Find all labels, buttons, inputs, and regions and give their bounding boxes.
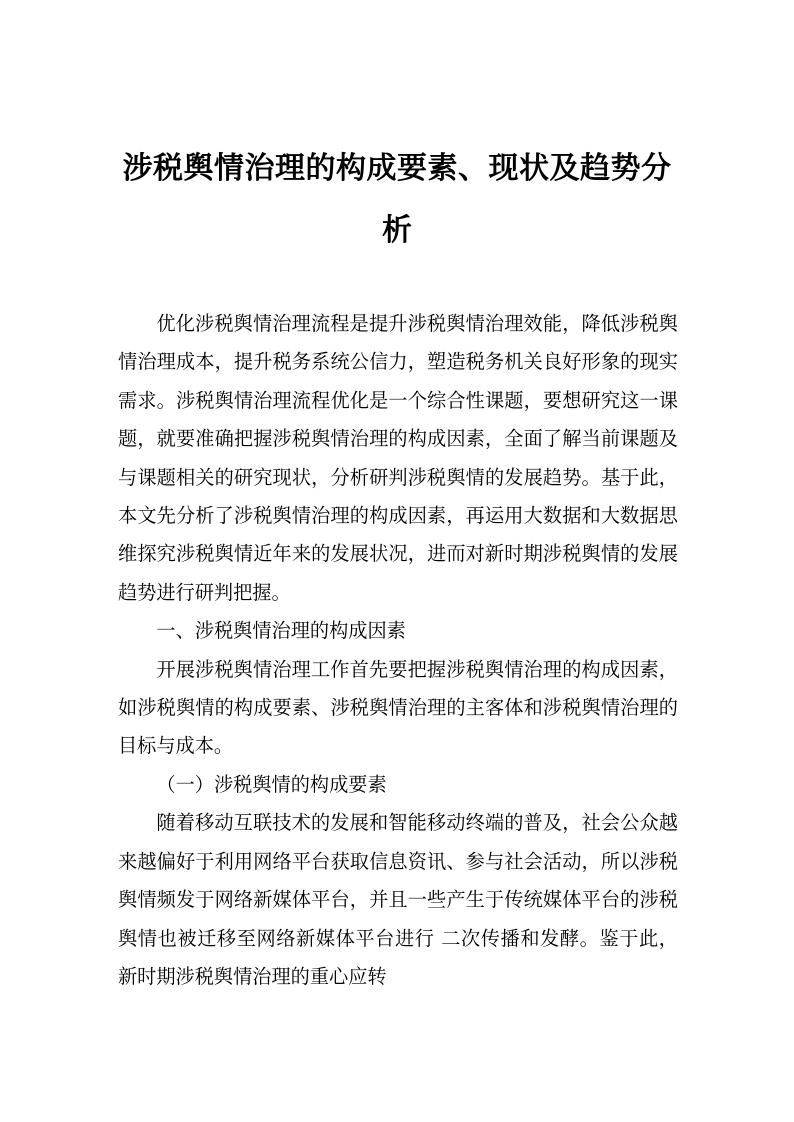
- subsection-heading-1: （一）涉税舆情的构成要素: [156, 772, 387, 796]
- document-title-line-2: 析: [382, 213, 412, 248]
- section-1-paragraph: 开展涉税舆情治理工作首先要把握涉税舆情治理的构成因素，如涉税舆情的构成要素、涉税舆情治理的主客体和涉税舆情治理的目标与成本。: [118, 657, 678, 758]
- section-heading-1: 一、涉税舆情治理的构成因素: [156, 619, 406, 643]
- document-title-line-1: 涉税舆情治理的构成要素、现状及趋势分: [122, 151, 672, 186]
- subsection-1-paragraph: 随着移动互联技术的发展和智能移动终端的普及，社会公众越来越偏好于利用网络平台获取信息资讯、参与社会活动，所以涉税舆情频发于网络新媒体平台，并且一些产生于传统媒体平台的涉税舆情也被迁移至网络新媒体平台进行 二次传播和发酵。鉴于此，新时期涉税舆情治理的重心应转: [118, 811, 678, 988]
- document-body: [118, 305, 678, 996]
- intro-paragraph: 优化涉税舆情治理流程是提升涉税舆情治理效能，降低涉税舆情治理成本，提升税务系统公信力，塑造税务机关良好形象的现实需求。涉税舆情治理流程优化是一个综合性课题，要想研究这一课题，就要准确把握涉税舆情治理的构成因素，全面了解当前课题及与课题相关的研究现状，分析研判涉税舆情的发展趋势。基于此，本文先分析了涉税舆情治理的构成因素，再运用大数据和大数据思维探究涉税舆情近年来的发展状况，进而对新时期涉税舆情的发展趋势进行研判把握。: [118, 312, 678, 604]
